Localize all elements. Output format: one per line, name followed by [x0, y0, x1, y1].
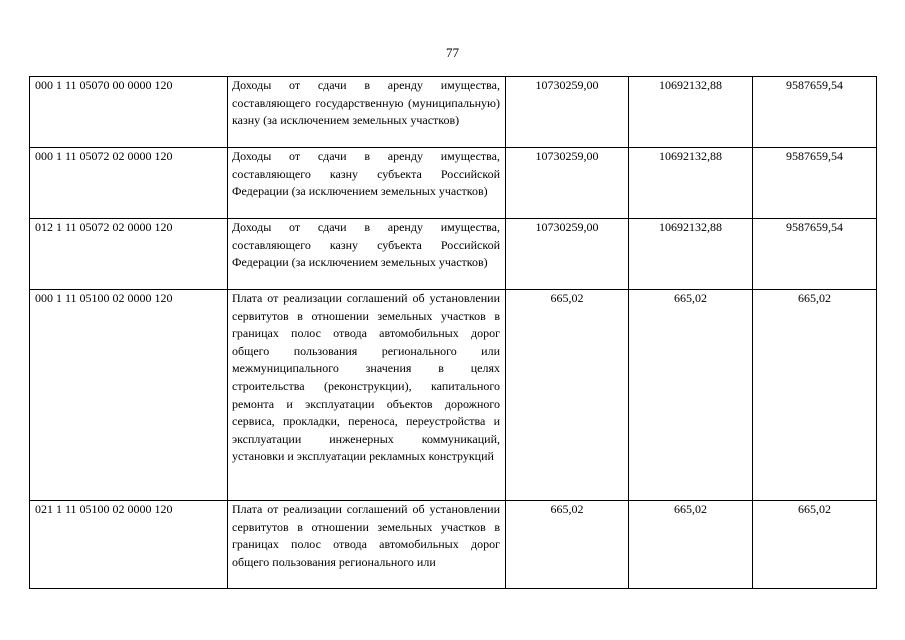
revenue-name-cell: Доходы от сдачи в аренду имущества, составляющего казну субъекта Российской Федерации (за исключением земельных участков)	[228, 219, 506, 290]
amount-value: 10692132,88	[659, 149, 722, 163]
budget-code-cell: 021 1 11 05100 02 0000 120	[30, 501, 228, 589]
amount-cell-1	[506, 148, 629, 219]
amount-cell-1	[506, 501, 629, 589]
table-row	[30, 219, 877, 290]
budget-code-cell: 000 1 11 05072 02 0000 120	[30, 148, 228, 219]
amount-value: 665,02	[798, 502, 831, 516]
amount-cell-2	[629, 501, 753, 589]
amount-cell-3	[753, 148, 877, 219]
amount-value: 665,02	[550, 502, 584, 516]
table-row	[30, 290, 877, 501]
amount-value: 665,02	[674, 502, 707, 516]
amount-cell-2	[629, 219, 753, 290]
amount-cell-3	[753, 290, 877, 501]
amount-value: 665,02	[798, 291, 831, 305]
table-row	[30, 501, 877, 589]
page-number: 77	[446, 45, 459, 60]
table-row	[30, 148, 877, 219]
revenue-name-cell: Плата от реализации соглашений об установлении сервитутов в отношении земельных участков в границах полос отвода автомобильных дорог общего пользования регионального или	[228, 501, 506, 589]
revenue-name-cell: Плата от реализации соглашений об установлении сервитутов в отношении земельных участков в границах полос отвода автомобильных дорог общего пользования регионального или межмуниципального значения в целях строительства (реконструкции), капитального ремонта и эксплуатации объектов дорожного сервиса, прокладки, переноса, переустройства и эксплуатации инженерных коммуникаций, установки и эксплуатации рекламных конструкций	[228, 290, 506, 501]
amount-cell-2	[629, 77, 753, 148]
revenue-table	[29, 76, 877, 589]
amount-cell-2	[629, 148, 753, 219]
amount-cell-3	[753, 501, 877, 589]
amount-value: 10692132,88	[659, 78, 722, 92]
revenue-name-cell: Доходы от сдачи в аренду имущества, составляющего государственную (муниципальную) казну (за исключением земельных участков)	[228, 77, 506, 148]
budget-code-cell: 000 1 11 05070 00 0000 120	[30, 77, 228, 148]
amount-value: 665,02	[674, 291, 707, 305]
amount-value: 9587659,54	[786, 220, 843, 234]
amount-cell-3	[753, 77, 877, 148]
amount-value: 10730259,00	[535, 149, 599, 163]
revenue-name-cell: Доходы от сдачи в аренду имущества, составляющего казну субъекта Российской Федерации (за исключением земельных участков)	[228, 148, 506, 219]
amount-value: 9587659,54	[786, 78, 843, 92]
amount-value: 10692132,88	[659, 220, 722, 234]
amount-value: 665,02	[550, 291, 584, 305]
amount-cell-3	[753, 219, 877, 290]
table-row	[30, 77, 877, 148]
budget-code-cell: 012 1 11 05072 02 0000 120	[30, 219, 228, 290]
amount-cell-1	[506, 219, 629, 290]
budget-code-cell: 000 1 11 05100 02 0000 120	[30, 290, 228, 501]
amount-value: 10730259,00	[535, 220, 599, 234]
amount-cell-1	[506, 290, 629, 501]
amount-value: 9587659,54	[786, 149, 843, 163]
amount-value: 10730259,00	[535, 78, 599, 92]
amount-cell-1	[506, 77, 629, 148]
amount-cell-2	[629, 290, 753, 501]
